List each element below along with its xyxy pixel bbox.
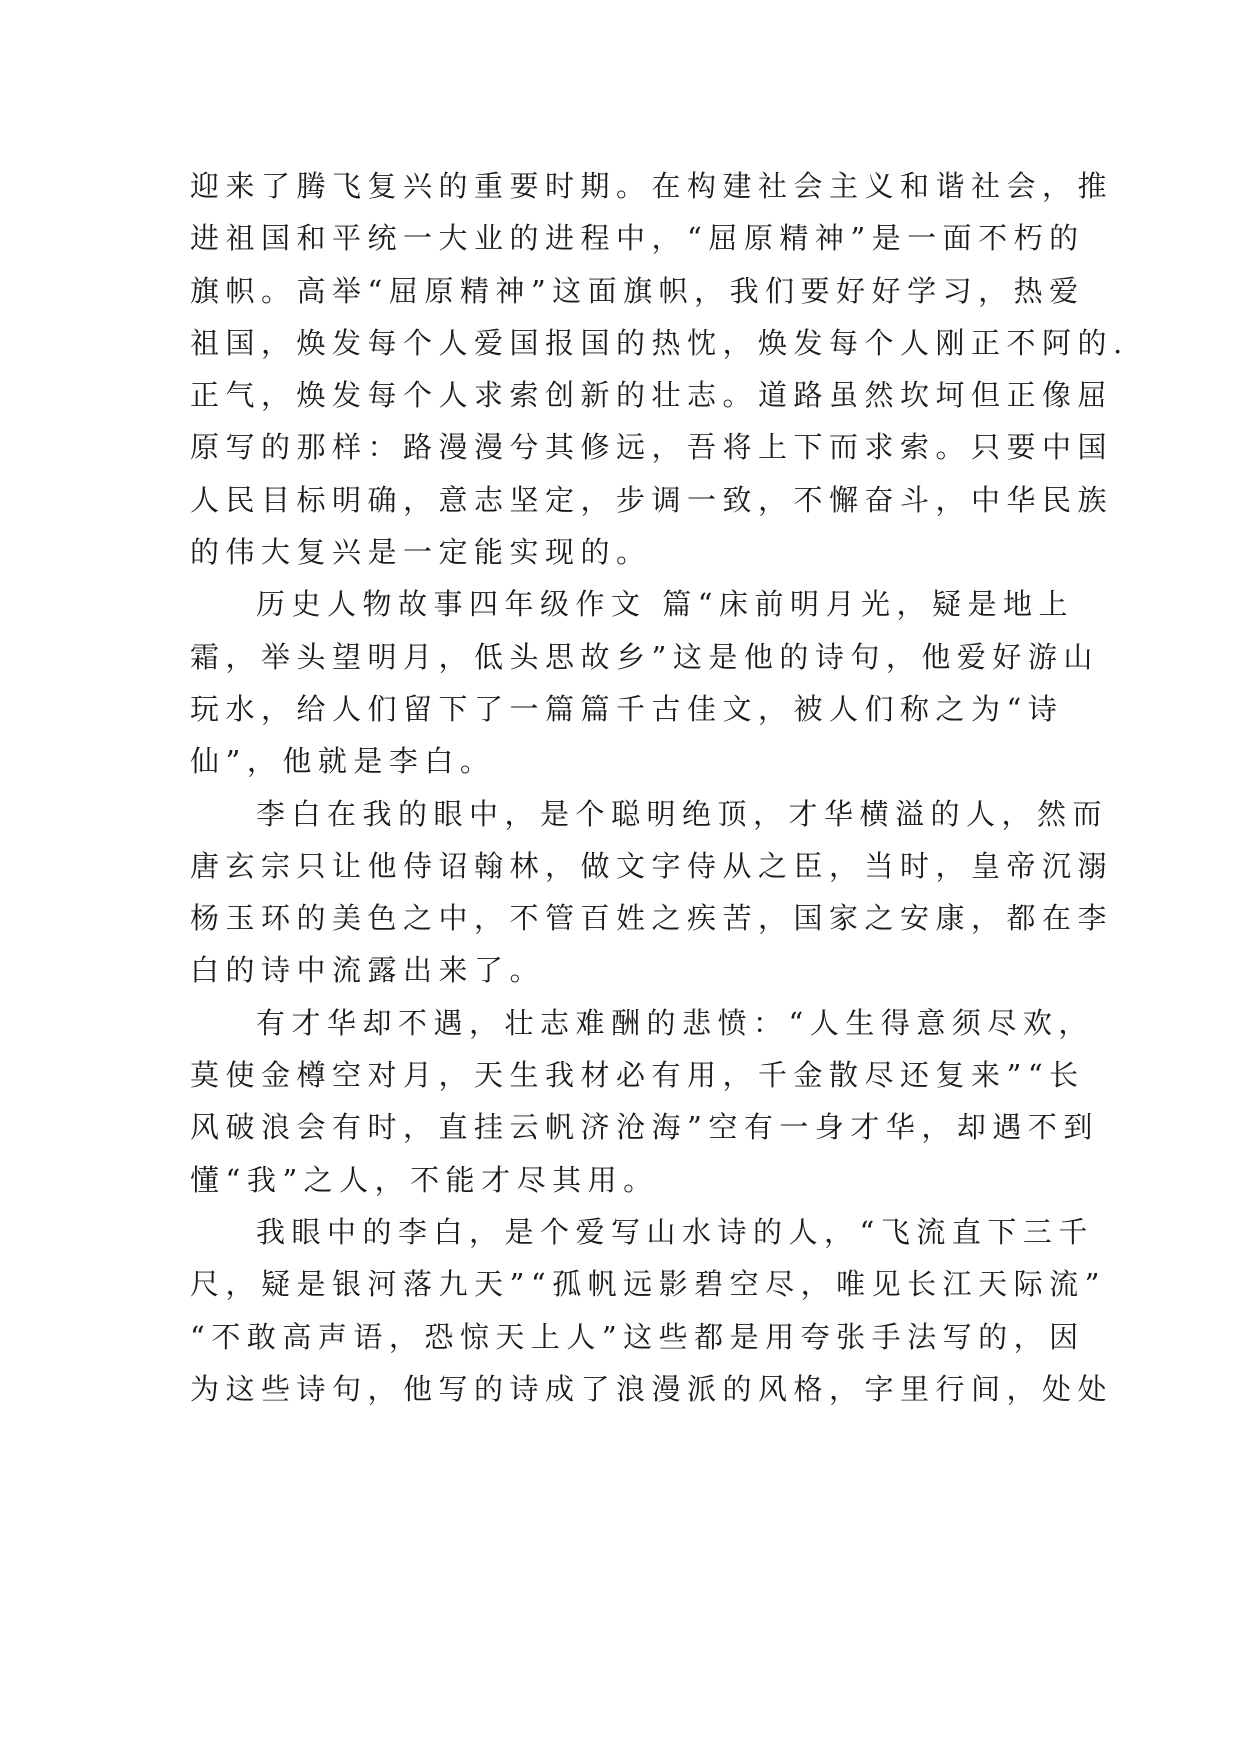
text-line: 原写的那样：路漫漫兮其修远，吾将上下而求索。只要中国	[190, 430, 1114, 465]
text-line: 霜，举头望明月，低头思故乡”这是他的诗句，他爱好游山	[190, 639, 1099, 674]
paragraph-first-line: 有才华却不遇，壮志难酬的悲愤：“人生得意须尽欢，	[256, 1005, 1094, 1040]
text-line: 唐玄宗只让他侍诏翰林，做文字侍从之臣，当时，皇帝沉溺	[190, 848, 1114, 883]
text-line: 进祖国和平统一大业的进程中，“屈原精神”是一面不朽的	[190, 221, 1085, 256]
text-line: 的伟大复兴是一定能实现的。	[190, 535, 652, 570]
paragraph-first-line: 历史人物故事四年级作文 篇“床前明月光，疑是地上	[256, 587, 1075, 622]
text-line: 懂“我”之人，不能才尽其用。	[190, 1162, 659, 1197]
article-body	[190, 160, 1129, 1415]
text-line: 莫使金樽空对月，天生我材必有用，千金散尽还复来”“长	[190, 1058, 1085, 1093]
text-line: 迎来了腾飞复兴的重要时期。在构建社会主义和谐社会，推	[190, 169, 1114, 203]
paragraph-first-line: 我眼中的李白，是个爱写山水诗的人，“飞流直下三千	[256, 1214, 1094, 1249]
text-line: 风破浪会有时，直挂云帆济沧海”空有一身才华，却遇不到	[190, 1110, 1099, 1145]
text-line: 尺，疑是银河落九天”“孤帆远影碧空尽，唯见长江天际流”	[190, 1267, 1106, 1302]
text-line: 旗帜。高举“屈原精神”这面旗帜，我们要好好学习，热爱	[190, 273, 1085, 308]
text-line: 人民目标明确，意志坚定，步调一致，不懈奋斗，中华民族	[190, 482, 1114, 517]
text-line: 祖国，焕发每个人爱国报国的热忱，焕发每个人刚正不阿的.	[190, 325, 1129, 360]
text-line: 白的诗中流露出来了。	[190, 953, 546, 988]
text-line: 玩水，给人们留下了一篇篇千古佳文，被人们称之为“诗	[190, 691, 1064, 726]
paragraph-first-line: 李白在我的眼中，是个聪明绝顶，才华横溢的人，然而	[256, 796, 1109, 831]
text-line: “不敢高声语，恐惊天上人”这些都是用夸张手法写的，因	[190, 1319, 1085, 1354]
text-line: 正气，焕发每个人求索创新的壮志。道路虽然坎坷但正像屈	[190, 378, 1114, 413]
text-line: 杨玉环的美色之中，不管百姓之疾苦，国家之安康，都在李	[190, 901, 1114, 936]
text-line: 为这些诗句，他写的诗成了浪漫派的风格，字里行间，处处	[190, 1371, 1114, 1406]
text-line: 仙”，他就是李白。	[190, 744, 496, 779]
